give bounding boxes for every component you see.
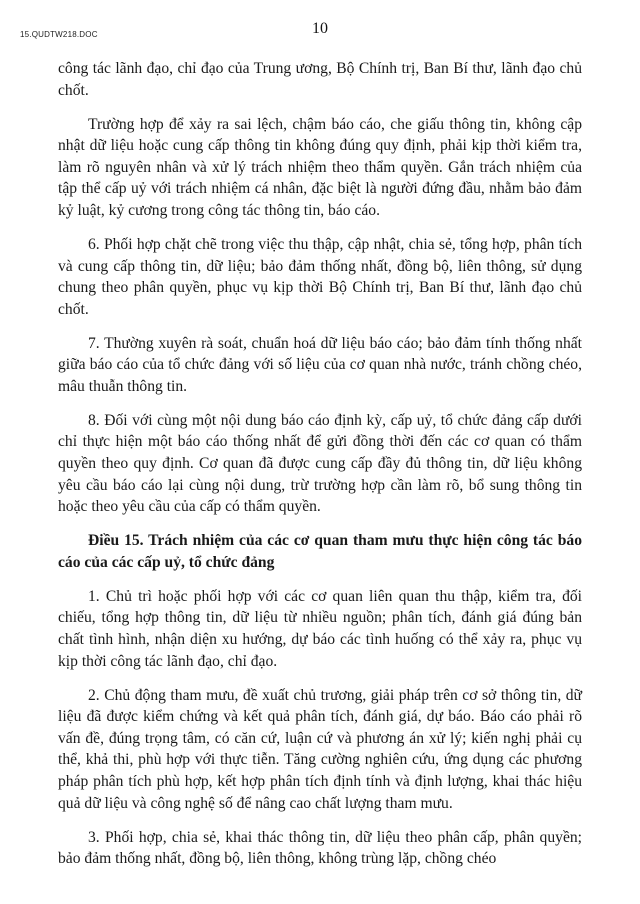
document-body: [58, 58, 582, 870]
paragraph: 8. Đối với cùng một nội dung báo cáo định kỳ, cấp uỷ, tổ chức đảng cấp dưới chỉ thực hiện một báo cáo thống nhất để gửi đồng thời đến các cơ quan có thẩm quyền theo quy định. Cơ quan đã được cung cấp đầy đủ thông tin, dữ liệu không yêu cầu báo cáo lại cùng nội dung, trừ trường hợp cần làm rõ, bổ sung thông tin hoặc theo yêu cầu của cấp có thẩm quyền.: [58, 411, 582, 516]
page-number: 10: [312, 20, 328, 37]
article-item: 3. Phối hợp, chia sẻ, khai thác thông tin, dữ liệu theo phân cấp, phân quyền; bảo đảm thống nhất, đồng bộ, liên thông, không trùng lặp, chồng chéo: [58, 828, 582, 868]
article-heading: Điều 15. Trách nhiệm của các cơ quan tham mưu thực hiện công tác báo cáo của các cấp uỷ, tổ chức đảng: [58, 532, 582, 571]
document-code: 15.QUDTW218.DOC: [20, 30, 98, 39]
article-item: 1. Chủ trì hoặc phối hợp với các cơ quan liên quan thu thập, kiểm tra, đối chiếu, tổng hợp thông tin, dữ liệu từ nhiều nguồn; phân tích, đánh giá đúng bản chất tình hình, nhận diện xu hướng, dự báo các tình huống có thể xảy ra, phục vụ kịp thời công tác lãnh đạo, chỉ đạo.: [58, 587, 582, 670]
article-item: 2. Chủ động tham mưu, đề xuất chủ trương, giải pháp trên cơ sở thông tin, dữ liệu đã được kiểm chứng và kết quả phân tích, đánh giá, dự báo. Báo cáo phải rõ vấn đề, đúng trọng tâm, có căn cứ, luận cứ và phương án xử lý; kiến nghị phải cụ thể, khả thi, phù hợp với thực tiễn. Tăng cường nghiên cứu, ứng dụng các phương pháp phân tích phù hợp, kết hợp phân tích định tính và định lượng, khai thác hiệu quả dữ liệu và công nghệ số để nâng cao chất lượng tham mưu.: [58, 686, 582, 812]
paragraph: 7. Thường xuyên rà soát, chuẩn hoá dữ liệu báo cáo; bảo đảm tính thống nhất giữa báo cáo của tổ chức đảng với số liệu của cơ quan nhà nước, tránh chồng chéo, mâu thuẫn thông tin.: [58, 334, 582, 395]
paragraph: công tác lãnh đạo, chỉ đạo của Trung ương, Bộ Chính trị, Ban Bí thư, lãnh đạo chủ chốt.: [58, 60, 582, 99]
paragraph: 6. Phối hợp chặt chẽ trong việc thu thập, cập nhật, chia sẻ, tổng hợp, phân tích và cung cấp thông tin, dữ liệu; bảo đảm thống nhất, đồng bộ, liên thông, sử dụng chung theo phân quyền, phục vụ kịp thời Bộ Chính trị, Ban Bí thư, lãnh đạo chủ chốt.: [58, 235, 582, 318]
paragraph: Trường hợp để xảy ra sai lệch, chậm báo cáo, che giấu thông tin, không cập nhật dữ liệu hoặc cung cấp thông tin không đúng quy định, phải kịp thời kiểm tra, làm rõ nguyên nhân và xử lý trách nhiệm theo thẩm quyền. Gắn trách nhiệm của tập thể cấp uỷ với trách nhiệm cá nhân, đặc biệt là người đứng đầu, nhằm bảo đảm kỷ luật, kỷ cương trong công tác thông tin, báo cáo.: [58, 115, 582, 219]
